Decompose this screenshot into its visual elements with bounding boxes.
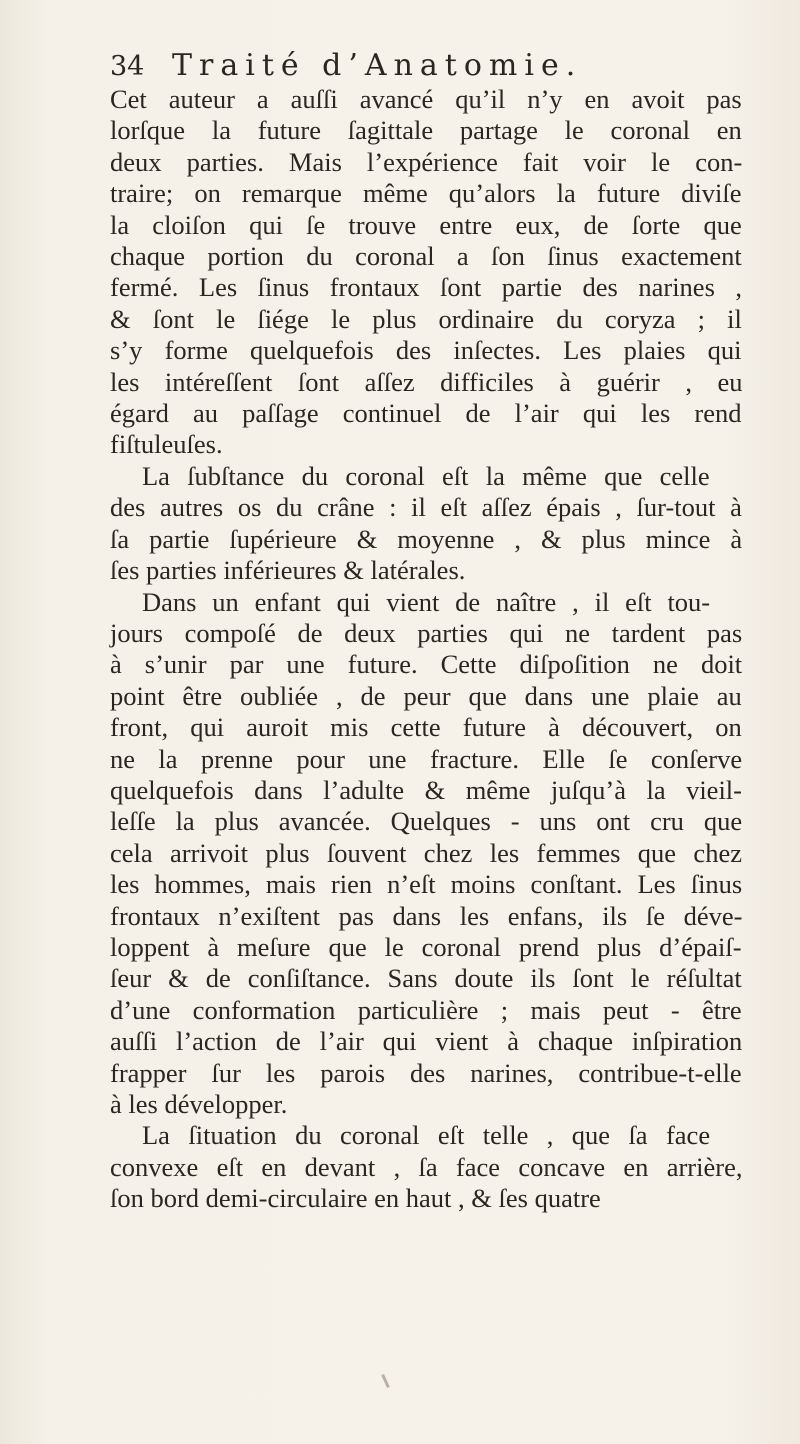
text-line: La ſituation du coronal eſt telle , que ſa face [142, 1120, 711, 1151]
text-line: ne la prenne pour une fracture. Elle ſe conſerve [110, 743, 743, 774]
text-line: les hommes, mais rien n’eſt moins conſtant. Les ſinus [110, 869, 743, 900]
text-line: ſeur & de conſiſtance. Sans doute ils ſont le réſultat [110, 963, 742, 994]
text-line: ſon bord demi-circulaire en haut , & ſes quatre [110, 1183, 601, 1214]
text-line: frapper ſur les parois des narines, contribue-t-elle [110, 1057, 742, 1088]
text-line: front, qui auroit mis cette future à découvert, on [110, 712, 742, 743]
paragraph [110, 1120, 742, 1214]
text-line: Dans un enfant qui vient de naître , il eſt tou- [142, 586, 711, 617]
text-line: ſa partie ſupérieure & moyenne , & plus mince à [110, 523, 743, 554]
text-line: la cloiſon qui ſe trouve entre eux, de ſorte que [110, 209, 742, 240]
page-number: 34 [110, 51, 145, 82]
text-line: convexe eſt en devant , ſa face concave en arrière, [110, 1151, 743, 1182]
paragraph [110, 461, 742, 587]
text-line: La ſubſtance du coronal eſt la même que celle [142, 460, 710, 491]
text-line: d’une conformation particulière ; mais peut - être [110, 994, 742, 1025]
text-line: point être oubliée , de peur que dans une plaie au [110, 680, 742, 711]
text-line: Cet auteur a auſſi avancé qu’il n’y en avoit pas [110, 84, 742, 114]
text-line: deux parties. Mais l’expérience fait voir le con- [110, 146, 743, 177]
text-line: leſſe la plus avancée. Quelques - uns ont cru que [110, 806, 743, 837]
text-line: ſes parties inférieures & latérales. [110, 555, 466, 586]
text-line: chaque portion du coronal a ſon ſinus exactement [110, 241, 742, 272]
text-line: auſſi l’action de l’air qui vient à chaque inſpiration [110, 1026, 743, 1057]
text-line: cela arrivoit plus ſouvent chez les femmes que chez [110, 837, 742, 868]
text-line: jours compoſé de deux parties qui ne tardent pas [110, 617, 743, 648]
text-line: à s’unir par une future. Cette diſpoſition ne doit [110, 649, 743, 680]
text-line: lorſque la future ſagittale partage le coronal en [110, 115, 742, 146]
running-title: Traité d’Anatomie. [172, 48, 583, 83]
text-line: à les développer. [110, 1089, 288, 1119]
paragraph [110, 84, 742, 461]
body-text [110, 84, 742, 1215]
text-line: quelquefois dans l’adulte & même juſqu’à la vieil- [110, 774, 742, 805]
text-line: & ſont le ſiége le plus ordinaire du coryza ; il [110, 303, 742, 334]
text-line: s’y forme quelquefois des inſectes. Les plaies qui [110, 335, 742, 366]
paragraph [110, 587, 742, 1121]
text-line: égard au paſſage continuel de l’air qui les rend [110, 398, 742, 429]
ink-mark [381, 1374, 390, 1388]
text-line: frontaux n’exiſtent pas dans les enfans, ils ſe déve- [110, 900, 743, 931]
text-line: traire; on remarque même qu’alors la future diviſe [110, 178, 742, 209]
text-line: les intéreſſent ſont aſſez difficiles à guérir , eu [110, 366, 743, 397]
text-line: fermé. Les ſinus frontaux ſont partie des narines , [110, 272, 743, 303]
text-line: fiſtuleuſes. [110, 429, 223, 460]
text-line: loppent à meſure que le coronal prend plus d’épaiſ- [110, 931, 742, 962]
text-line: des autres os du crâne : il eſt aſſez épais , ſur-tout à [110, 492, 742, 523]
